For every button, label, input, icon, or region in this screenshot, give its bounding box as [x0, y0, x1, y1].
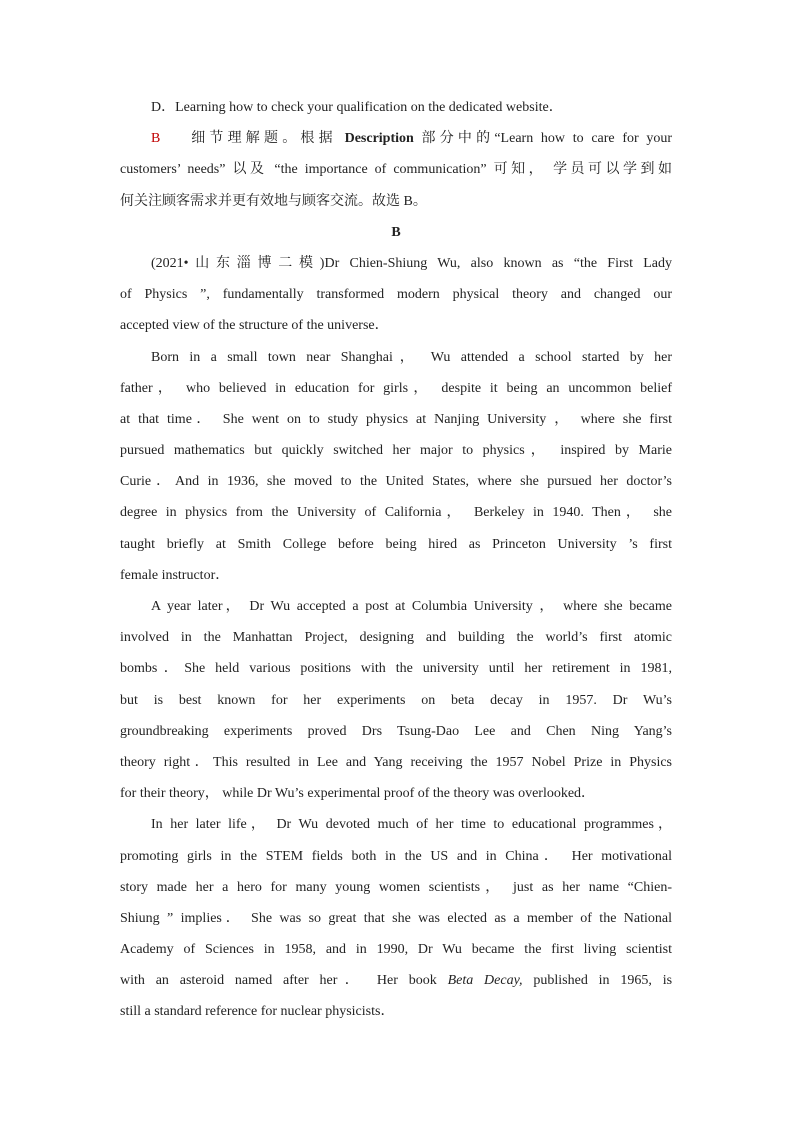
paragraph-line: groundbreaking experiments proved Drs Tsung-Dao Lee and Chen Ning Yang’s	[120, 723, 672, 739]
paragraph-line: still a standard reference for nuclear physicists．	[120, 1004, 395, 1020]
paragraph-line: promoting girls in the STEM fields both in the US and in China． Her motivational	[120, 848, 672, 864]
paragraph-2	[120, 342, 672, 592]
paragraph-line: A year later， Dr Wu accepted a post at Columbia University ， where she became	[151, 599, 672, 614]
paragraph-line: pursued mathematics but quickly switched her major to physics， inspired by Marie	[120, 443, 672, 459]
answer-line-2: customers’ needs” 以及 “the importance of communication” 可知， 学员可以学到如	[120, 162, 672, 178]
answer-keyword: Description	[344, 131, 414, 147]
paragraph-line: accepted view of the structure of the universe．	[120, 318, 389, 334]
answer-lead: 细节理解题。根据	[191, 131, 337, 147]
line-text: with an asteroid named after her． Her book	[120, 973, 437, 989]
paragraph-line: Born in a small town near Shanghai， Wu attended a school started by her	[151, 349, 672, 365]
answer-line-1	[120, 123, 672, 154]
paragraph-line: Academy of Sciences in 1958, and in 1990, Dr Wu became the first living scientist	[120, 942, 672, 958]
document-page	[120, 92, 672, 1028]
paragraph-1	[120, 248, 672, 342]
answer-letter: B	[151, 131, 161, 147]
paragraph-line: (2021•山东淄博二模)Dr Chien-Shiung Wu, also known as “the First Lady	[151, 255, 672, 271]
paragraph-line: story made her a hero for many young women scientists， just as her name “Chien-	[120, 879, 672, 895]
paragraph-line: Shiung ” implies． She was so great that she was elected as a member of the National	[120, 910, 672, 926]
paragraph-line: taught briefly at Smith College before being hired as Princeton University ’s first	[120, 536, 672, 552]
paragraph-line	[120, 965, 672, 996]
paragraph-line: degree in physics from the University of California， Berkeley in 1940. Then， she	[120, 505, 672, 521]
paragraph-line: female instructor．	[120, 567, 230, 583]
paragraph-line: theory right．This resulted in Lee and Yang receiving the 1957 Nobel Prize in Physics	[120, 754, 672, 770]
paragraph-line: involved in the Manhattan Project, designing and building the world’s first atomic	[120, 630, 672, 646]
option-d: D．Learning how to check your qualification on the dedicated website．	[151, 100, 563, 115]
paragraph-line: but is best known for her experiments on beta decay in 1957. Dr Wu’s	[120, 692, 672, 708]
book-title: Beta Decay,	[447, 973, 523, 989]
paragraph-line: bombs．She held various positions with the university until her retirement in 1981,	[120, 661, 672, 677]
section-label: B	[391, 224, 401, 240]
paragraph-line: father， who believed in education for girls， despite it being an uncommon belief	[120, 380, 672, 396]
paragraph-line: for their theory， while Dr Wu’s experimental proof of the theory was overlooked．	[120, 786, 596, 802]
paragraph-line: of Physics ”, fundamentally transformed modern physical theory and changed our	[120, 287, 672, 303]
paragraph-4	[120, 809, 672, 1027]
paragraph-line: Curie．And in 1936, she moved to the United States, where she pursued her doctor’s	[120, 474, 672, 490]
answer-line-3: 何关注顾客需求并更有效地与顾客交流。故选 B。	[120, 193, 427, 209]
paragraph-line: In her later life， Dr Wu devoted much of her time to educational programmes，	[151, 817, 672, 833]
answer-line-1-rest: 部分中的“Learn how to care for your	[421, 131, 673, 147]
paragraph-line: at that time． She went on to study physics at Nanjing University ， where she first	[120, 411, 672, 427]
paragraph-3	[120, 591, 672, 809]
line-text: published in 1965, is	[533, 973, 673, 989]
